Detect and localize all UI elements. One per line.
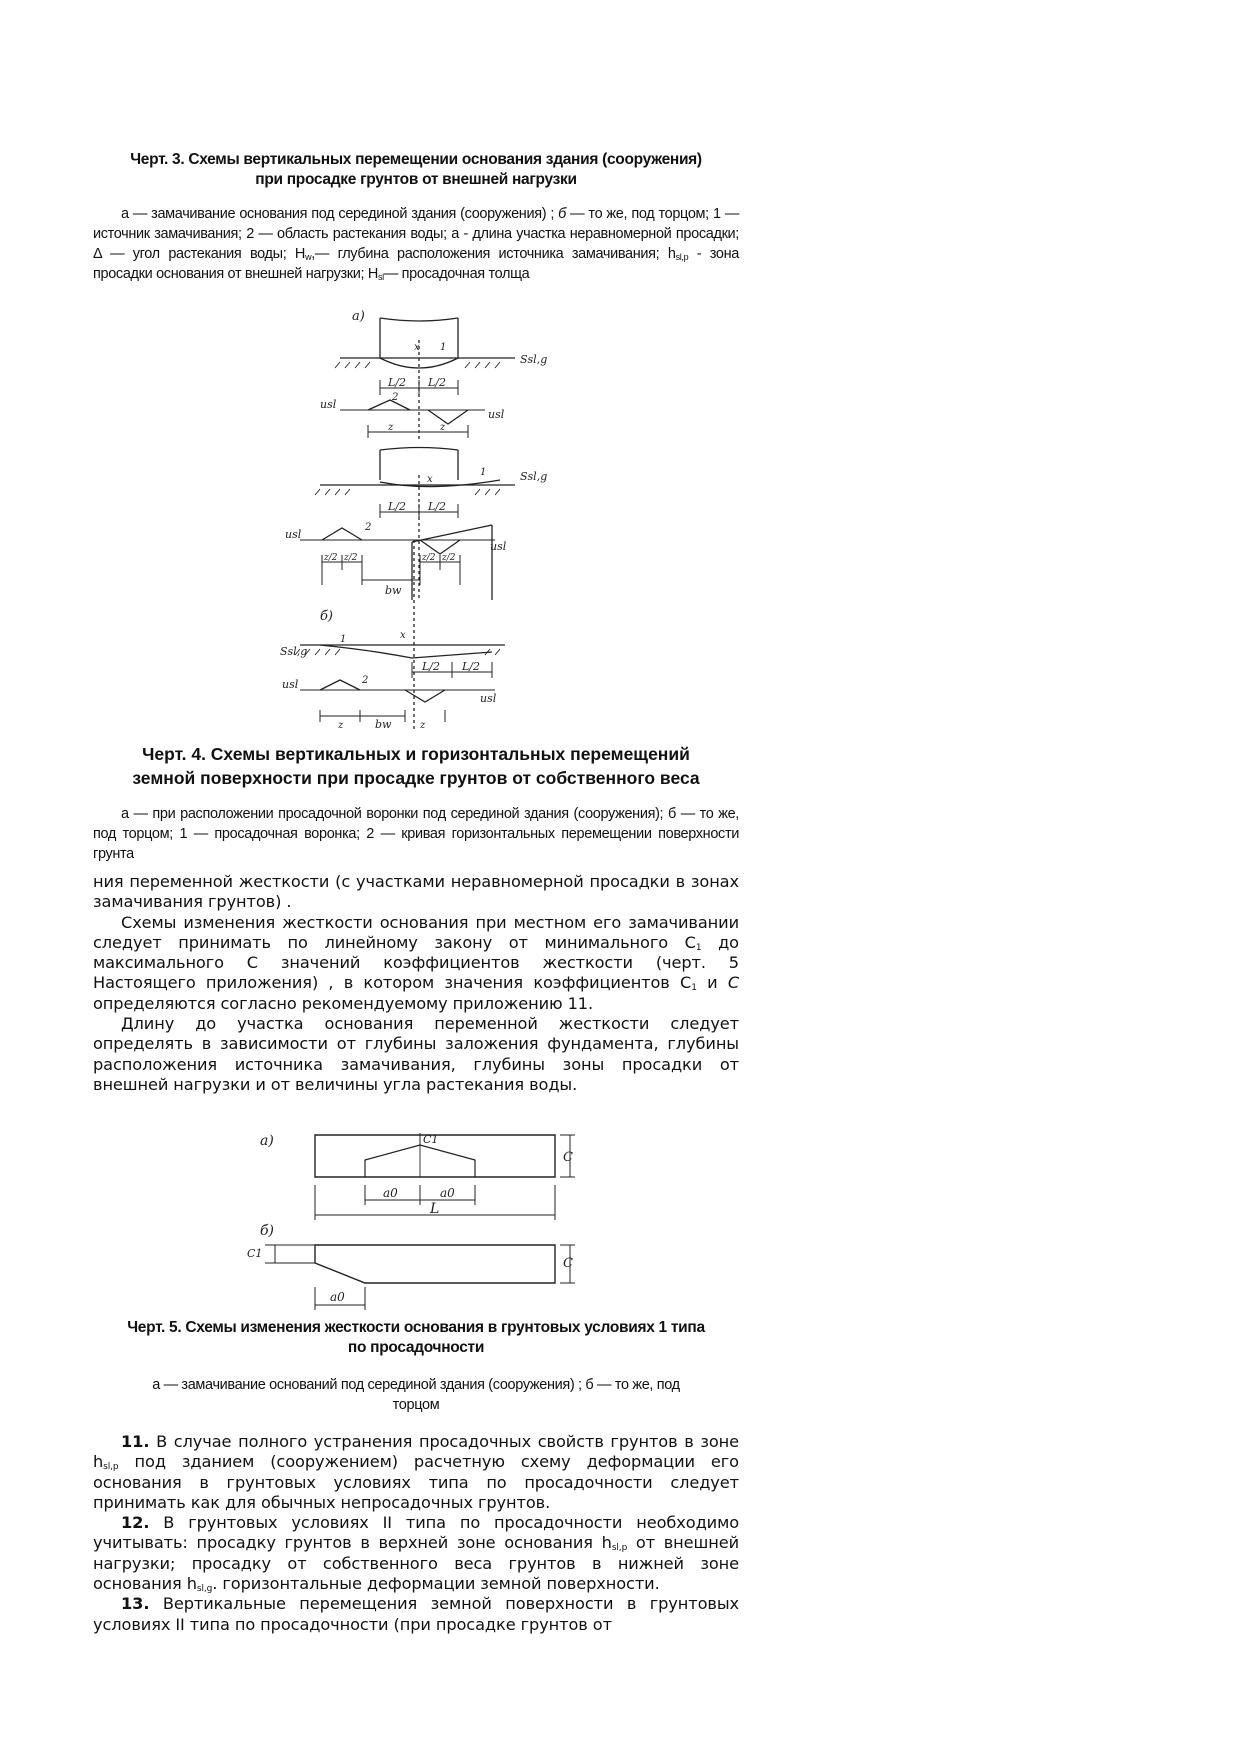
svg-text:usl: usl [320,398,337,411]
svg-text:L/2: L/2 [462,660,481,673]
fig3-caption-title [93,150,739,190]
svg-text:1: 1 [480,467,487,478]
fig5-beam-b [315,1245,555,1283]
fig4-label-a: а) [352,309,365,324]
svg-text:z/2: z/2 [442,553,456,563]
svg-text:C1: C1 [247,1247,263,1260]
svg-text:L/2: L/2 [422,660,441,673]
fig4-label-b: б) [320,609,334,624]
fig4-hdisp-curve-1 [368,400,468,424]
fig5-label-a: а) [260,1133,274,1149]
fig4-settlement-curve-3 [320,645,492,658]
paragraph-1: ния переменной жесткости (с участками неравномерной просадки в зонах замачивания грунтов) . [93,872,739,912]
fig3-title-line1: Черт. 3. Схемы вертикальных перемещении основания здания (сооружения) [130,151,702,168]
svg-text:z/2: z/2 [324,553,338,563]
svg-text:x: x [400,630,406,641]
svg-text:L/2: L/2 [388,500,407,513]
fig5-title-line1: Черт. 5. Схемы изменения жесткости основания в грунтовых условиях 1 типа [127,1319,705,1336]
paragraph-11: 11. В случае полного устранения просадочных свойств грунтов в зоне $h_{sl,p}$ под зданием (сооружением) расчетную схему деформации его основания в грунтовых условиях типа по просадочности следует принимать как для обычных непросадочных грунтов. [93,1432,739,1512]
fig4-legend: а — при расположении просадочной воронки под серединой здания (сооружения); б — то же, под торцом; 1 — просадочная воронка; 2 — кривая горизонтальных перемещении поверхности грунта [93,806,739,862]
svg-text:2: 2 [362,675,369,686]
svg-text:z: z [440,422,446,433]
svg-text:z/2: z/2 [422,553,436,563]
svg-text:bw: bw [375,718,392,730]
fig5-legend: а — замачивание оснований под серединой здания (сооружения) ; б — то же, под торцом [152,1377,680,1413]
svg-text:L/2: L/2 [428,376,447,389]
svg-text:usl: usl [282,678,299,691]
svg-text:usl: usl [480,692,497,705]
svg-text:C: C [563,1150,573,1165]
svg-text:Ssl,g: Ssl,g [520,353,548,366]
paragraph-13: 13. Вертикальные перемещения земной поверхности в грунтовых условиях II типа по просадочности (при просадке грунтов от [93,1594,739,1634]
svg-text:2: 2 [365,522,372,533]
svg-text:z: z [388,422,394,433]
fig5-title-line2: по просадочности [347,1339,485,1356]
svg-text:z/2: z/2 [344,553,358,563]
svg-text:usl: usl [285,528,302,541]
svg-text:1: 1 [440,342,447,353]
svg-text:1: 1 [340,634,347,645]
fig5-drawing [245,1115,595,1315]
svg-text:L/2: L/2 [388,376,407,389]
fig3-title-line2: при просадке грунтов от внешней нагрузки [255,171,577,188]
svg-text:C: C [563,1256,573,1271]
body-text-1 [93,872,739,1095]
svg-text:usl: usl [490,540,507,553]
fig5-caption-title [93,1318,739,1358]
svg-text:L: L [430,1201,440,1217]
svg-text:usl: usl [488,408,505,421]
svg-text:Ssl,g: Ssl,g [520,470,548,483]
paragraph-3: Длину до участка основания переменной жесткости следует определять в зависимости от глубины заложения фундамента, глубины расположения источника замачивания, глубины зоны просадки от внешней нагрузки и от величины угла растекания воды. [93,1014,739,1094]
svg-text:L/2: L/2 [428,500,447,513]
fig3-legend: а — замачивание основания под серединой здания (сооружения) ; б — то же, под торцом; 1 — источник замачивания; 2 — область растекания воды; а - длина участка неравномерной просадки; Δ — угол растекания воды; $H_w,—$ глубина расположения источника замачивания; $h_{sl,p}$ - зона просадки основания от внешней нагрузки; $H_{sl}—$ просадочная толща [93,206,740,282]
svg-text:2: 2 [392,392,399,403]
svg-text:Ssl,g: Ssl,g [280,645,308,658]
svg-text:a0: a0 [383,1186,398,1200]
fig4-title-line2: земной поверхности при просадке грунтов от собственного веса [132,768,700,788]
svg-text:z: z [420,720,426,730]
body-text-2 [93,1432,739,1635]
fig4-caption-title [93,742,739,790]
svg-text:x: x [427,474,433,485]
fig4-drawing [280,300,580,730]
svg-text:a0: a0 [440,1186,455,1200]
fig5-label-b: б) [260,1223,275,1239]
svg-text:z: z [338,720,344,730]
svg-text:a0: a0 [330,1290,345,1304]
svg-text:x: x [414,342,420,353]
svg-text:C1: C1 [423,1133,439,1146]
paragraph-2: Схемы изменения жесткости основания при местном его замачивании следует принимать по линейному закону от минимального $С_1$ до максимального С значений коэффициентов жесткости (черт. 5 Настоящего приложения) , в котором значения коэффициентов $С_1$ и С определяются согласно рекомендуемому приложению 11. [93,912,740,1013]
svg-text:bw: bw [385,584,402,597]
fig4-title-line1: Черт. 4. Схемы вертикальных и горизонтальных перемещений [142,744,690,764]
paragraph-12: 12. В грунтовых условиях II типа по просадочности необходимо учитывать: просадку грунтов в верхней зоне основания $h_{sl,p}$ от внешней нагрузки; просадку от собственного веса грунтов в нижней зоне основания $h_{sl,g}$. горизонтальные деформации земной поверхности. [93,1513,739,1595]
